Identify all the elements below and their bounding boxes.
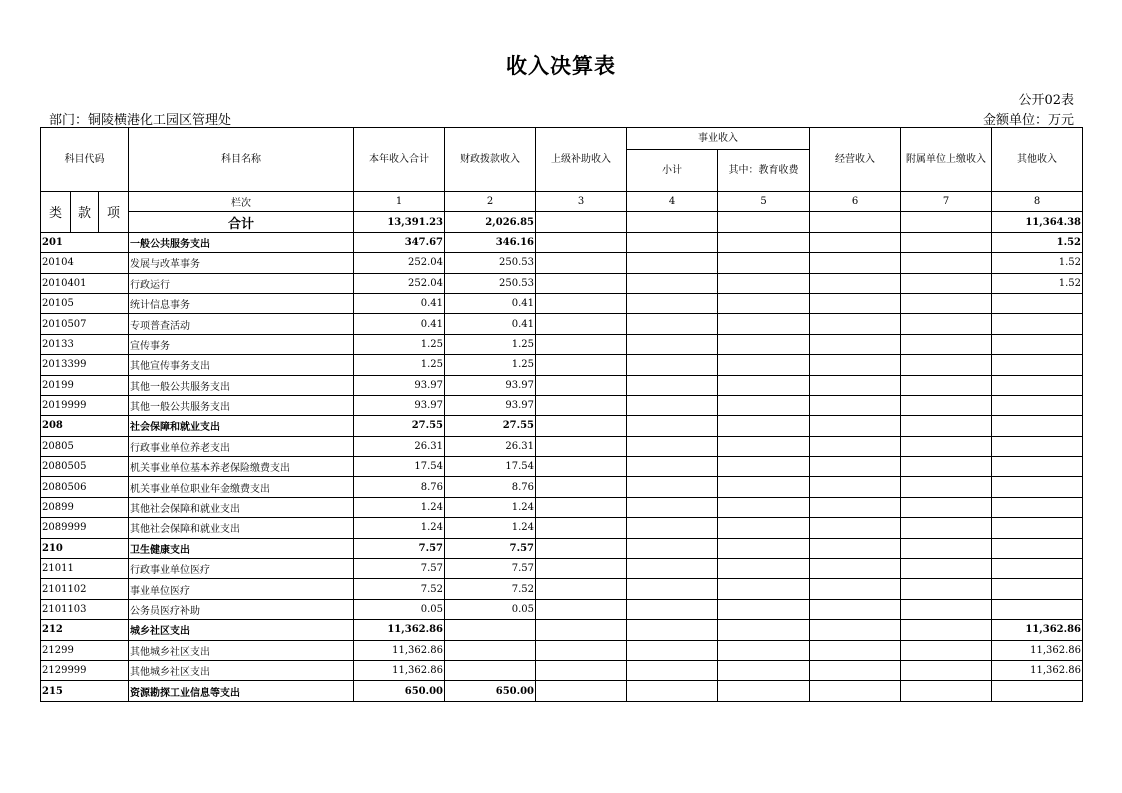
total-c8: 11,364.38 [992, 212, 1083, 232]
table-row [41, 232, 1083, 252]
row-c6 [810, 640, 901, 660]
table-row [41, 273, 1083, 293]
row-c8 [992, 681, 1083, 701]
row-c2: 93.97 [445, 375, 536, 395]
row-c4 [627, 497, 718, 517]
row-code: 20105 [41, 293, 129, 313]
table-row [41, 518, 1083, 538]
row-c7 [901, 518, 992, 538]
row-c6 [810, 293, 901, 313]
row-c8: 11,362.86 [992, 640, 1083, 660]
row-c5 [718, 640, 810, 660]
row-name: 行政事业单位医疗 [129, 559, 354, 579]
row-c7 [901, 579, 992, 599]
row-c1: 1.24 [354, 497, 445, 517]
row-c3 [536, 620, 627, 640]
table-row [41, 620, 1083, 640]
row-c5 [718, 579, 810, 599]
row-code: 2010507 [41, 314, 129, 334]
row-name: 其他宣传事务支出 [129, 355, 354, 375]
row-c8 [992, 395, 1083, 415]
row-name: 宣传事务 [129, 334, 354, 354]
department-label: 部门：铜陵横港化工园区管理处 [49, 113, 232, 128]
header-col8: 其他收入 [992, 128, 1083, 192]
row-c1: 93.97 [354, 375, 445, 395]
row-code: 215 [41, 681, 129, 701]
row-c7 [901, 660, 992, 680]
row-c4 [627, 355, 718, 375]
total-c4 [627, 212, 718, 232]
row-c5 [718, 681, 810, 701]
row-c2: 1.24 [445, 518, 536, 538]
table-row [41, 314, 1083, 334]
row-c1: 347.67 [354, 232, 445, 252]
row-c6 [810, 518, 901, 538]
row-c1: 26.31 [354, 436, 445, 456]
row-name: 其他城乡社区支出 [129, 660, 354, 680]
row-c3 [536, 416, 627, 436]
row-c4 [627, 314, 718, 334]
form-number: 公开02表 [1018, 93, 1074, 108]
row-c4 [627, 253, 718, 273]
row-c4 [627, 477, 718, 497]
table-row [41, 436, 1083, 456]
row-c8 [992, 334, 1083, 354]
row-c5 [718, 497, 810, 517]
amount-unit-label: 金额单位：万元 [982, 113, 1074, 128]
table-row [41, 477, 1083, 497]
row-c3 [536, 681, 627, 701]
row-name: 统计信息事务 [129, 293, 354, 313]
row-c2: 250.53 [445, 273, 536, 293]
row-c8: 1.52 [992, 253, 1083, 273]
row-c4 [627, 375, 718, 395]
row-name: 一般公共服务支出 [129, 232, 354, 252]
row-c7 [901, 273, 992, 293]
row-c2: 0.41 [445, 293, 536, 313]
row-name: 其他社会保障和就业支出 [129, 518, 354, 538]
header-kuan: 款 [71, 192, 99, 233]
row-c7 [901, 232, 992, 252]
row-c5 [718, 293, 810, 313]
row-c1: 17.54 [354, 457, 445, 477]
index-8: 8 [992, 192, 1083, 212]
row-c1: 252.04 [354, 253, 445, 273]
row-code: 2019999 [41, 395, 129, 415]
row-code: 20899 [41, 497, 129, 517]
header-lei: 类 [41, 192, 71, 233]
row-c7 [901, 599, 992, 619]
row-c5 [718, 253, 810, 273]
header-col2: 财政拨款收入 [445, 128, 536, 192]
index-6: 6 [810, 192, 901, 212]
row-code: 21011 [41, 559, 129, 579]
row-c6 [810, 559, 901, 579]
row-c8 [992, 375, 1083, 395]
row-code: 2013399 [41, 355, 129, 375]
row-c5 [718, 375, 810, 395]
row-code: 20199 [41, 375, 129, 395]
row-c2: 7.57 [445, 538, 536, 558]
row-c5 [718, 599, 810, 619]
row-c2: 1.24 [445, 497, 536, 517]
row-c8: 1.52 [992, 273, 1083, 293]
row-name: 城乡社区支出 [129, 620, 354, 640]
row-code: 212 [41, 620, 129, 640]
row-name: 专项普查活动 [129, 314, 354, 334]
row-c8 [992, 559, 1083, 579]
row-c8 [992, 457, 1083, 477]
row-c8 [992, 416, 1083, 436]
row-name: 事业单位医疗 [129, 579, 354, 599]
header-lanci: 栏次 [129, 192, 354, 212]
row-c6 [810, 457, 901, 477]
row-c3 [536, 232, 627, 252]
row-c4 [627, 559, 718, 579]
table-row [41, 559, 1083, 579]
row-c8 [992, 518, 1083, 538]
row-name: 机关事业单位基本养老保险缴费支出 [129, 457, 354, 477]
index-5: 5 [718, 192, 810, 212]
row-name: 其他社会保障和就业支出 [129, 497, 354, 517]
index-7: 7 [901, 192, 992, 212]
row-c7 [901, 640, 992, 660]
row-c3 [536, 599, 627, 619]
table-row [41, 599, 1083, 619]
row-c3 [536, 273, 627, 293]
row-c1: 8.76 [354, 477, 445, 497]
row-c7 [901, 395, 992, 415]
row-c4 [627, 579, 718, 599]
table-row [41, 416, 1083, 436]
row-code: 2101103 [41, 599, 129, 619]
row-c5 [718, 457, 810, 477]
row-name: 其他城乡社区支出 [129, 640, 354, 660]
row-c1: 11,362.86 [354, 620, 445, 640]
row-c3 [536, 293, 627, 313]
row-c8 [992, 538, 1083, 558]
row-name: 社会保障和就业支出 [129, 416, 354, 436]
row-c6 [810, 599, 901, 619]
row-c1: 27.55 [354, 416, 445, 436]
index-4: 4 [627, 192, 718, 212]
row-c4 [627, 660, 718, 680]
row-c8 [992, 477, 1083, 497]
row-c3 [536, 518, 627, 538]
row-code: 2101102 [41, 579, 129, 599]
row-c1: 0.41 [354, 293, 445, 313]
row-name: 其他一般公共服务支出 [129, 375, 354, 395]
row-c5 [718, 620, 810, 640]
row-c1: 93.97 [354, 395, 445, 415]
row-code: 21299 [41, 640, 129, 660]
row-c4 [627, 232, 718, 252]
row-c2: 93.97 [445, 395, 536, 415]
row-c4 [627, 640, 718, 660]
row-c3 [536, 497, 627, 517]
row-c2: 250.53 [445, 253, 536, 273]
header-col3: 上级补助收入 [536, 128, 627, 192]
row-c8 [992, 436, 1083, 456]
row-code: 2089999 [41, 518, 129, 538]
row-c8 [992, 497, 1083, 517]
row-c4 [627, 599, 718, 619]
table-row [41, 681, 1083, 701]
total-c7 [901, 212, 992, 232]
row-name: 发展与改革事务 [129, 253, 354, 273]
row-c7 [901, 620, 992, 640]
row-c2: 8.76 [445, 477, 536, 497]
row-code: 2010401 [41, 273, 129, 293]
row-c5 [718, 314, 810, 334]
row-c8: 11,362.86 [992, 660, 1083, 680]
header-xiang: 项 [99, 192, 129, 233]
total-row [41, 212, 1083, 232]
index-2: 2 [445, 192, 536, 212]
row-c3 [536, 640, 627, 660]
table-row [41, 579, 1083, 599]
header-col1: 本年收入合计 [354, 128, 445, 192]
row-c7 [901, 681, 992, 701]
row-code: 2080505 [41, 457, 129, 477]
row-c5 [718, 232, 810, 252]
row-c6 [810, 253, 901, 273]
row-c7 [901, 559, 992, 579]
row-c1: 1.25 [354, 334, 445, 354]
table-row [41, 334, 1083, 354]
row-c5 [718, 436, 810, 456]
total-c5 [718, 212, 810, 232]
row-c7 [901, 436, 992, 456]
row-c6 [810, 436, 901, 456]
row-c8 [992, 599, 1083, 619]
row-c6 [810, 681, 901, 701]
row-c2: 26.31 [445, 436, 536, 456]
row-c7 [901, 253, 992, 273]
row-name: 行政运行 [129, 273, 354, 293]
row-code: 2129999 [41, 660, 129, 680]
table-row [41, 253, 1083, 273]
row-c1: 1.24 [354, 518, 445, 538]
row-c3 [536, 538, 627, 558]
row-name: 其他一般公共服务支出 [129, 395, 354, 415]
row-c1: 7.57 [354, 559, 445, 579]
row-c4 [627, 538, 718, 558]
row-c6 [810, 416, 901, 436]
row-c2: 346.16 [445, 232, 536, 252]
index-1: 1 [354, 192, 445, 212]
row-code: 201 [41, 232, 129, 252]
row-c3 [536, 579, 627, 599]
row-name: 资源勘探工业信息等支出 [129, 681, 354, 701]
row-c4 [627, 681, 718, 701]
row-c3 [536, 477, 627, 497]
row-c7 [901, 334, 992, 354]
row-c6 [810, 538, 901, 558]
row-c2: 17.54 [445, 457, 536, 477]
row-c2: 27.55 [445, 416, 536, 436]
row-c4 [627, 436, 718, 456]
row-c2: 0.41 [445, 314, 536, 334]
row-c2 [445, 620, 536, 640]
row-name: 公务员医疗补助 [129, 599, 354, 619]
header-row-1 [41, 128, 1083, 150]
row-code: 208 [41, 416, 129, 436]
row-c5 [718, 538, 810, 558]
row-name: 行政事业单位养老支出 [129, 436, 354, 456]
row-c2: 650.00 [445, 681, 536, 701]
row-c2: 7.52 [445, 579, 536, 599]
table-row [41, 640, 1083, 660]
row-c1: 0.41 [354, 314, 445, 334]
row-name: 机关事业单位职业年金缴费支出 [129, 477, 354, 497]
row-c7 [901, 457, 992, 477]
table-row [41, 660, 1083, 680]
row-code: 210 [41, 538, 129, 558]
row-c7 [901, 314, 992, 334]
index-3: 3 [536, 192, 627, 212]
row-c6 [810, 620, 901, 640]
income-final-accounts-table [40, 127, 1083, 702]
row-c8: 1.52 [992, 232, 1083, 252]
row-code: 20133 [41, 334, 129, 354]
table-row [41, 497, 1083, 517]
row-c3 [536, 395, 627, 415]
row-c5 [718, 477, 810, 497]
row-c7 [901, 416, 992, 436]
table-row [41, 375, 1083, 395]
total-c6 [810, 212, 901, 232]
row-c3 [536, 436, 627, 456]
row-c6 [810, 375, 901, 395]
row-c1: 252.04 [354, 273, 445, 293]
row-c5 [718, 518, 810, 538]
page-title: 收入决算表 [506, 54, 616, 78]
row-c6 [810, 395, 901, 415]
row-c7 [901, 355, 992, 375]
column-index-row [41, 192, 1083, 212]
row-c4 [627, 334, 718, 354]
row-c3 [536, 314, 627, 334]
row-c6 [810, 355, 901, 375]
row-c7 [901, 477, 992, 497]
header-code: 科目代码 [41, 128, 129, 192]
table-row [41, 457, 1083, 477]
row-c6 [810, 334, 901, 354]
row-c4 [627, 416, 718, 436]
row-c8 [992, 293, 1083, 313]
row-c8 [992, 579, 1083, 599]
row-code: 2080506 [41, 477, 129, 497]
total-c1: 13,391.23 [354, 212, 445, 232]
row-c7 [901, 293, 992, 313]
table-row [41, 355, 1083, 375]
row-c1: 11,362.86 [354, 660, 445, 680]
row-c6 [810, 232, 901, 252]
header-name: 科目名称 [129, 128, 354, 192]
total-c3 [536, 212, 627, 232]
row-c5 [718, 395, 810, 415]
row-c2: 1.25 [445, 355, 536, 375]
row-c1: 650.00 [354, 681, 445, 701]
row-code: 20104 [41, 253, 129, 273]
row-c3 [536, 375, 627, 395]
row-c4 [627, 395, 718, 415]
row-name: 卫生健康支出 [129, 538, 354, 558]
row-c6 [810, 579, 901, 599]
row-c8: 11,362.86 [992, 620, 1083, 640]
row-c6 [810, 497, 901, 517]
total-label: 合计 [129, 212, 354, 232]
header-shiye: 事业收入 [627, 128, 810, 150]
row-c4 [627, 457, 718, 477]
total-c2: 2,026.85 [445, 212, 536, 232]
row-code: 20805 [41, 436, 129, 456]
row-c2 [445, 660, 536, 680]
row-c5 [718, 273, 810, 293]
row-c2: 0.05 [445, 599, 536, 619]
row-c1: 0.05 [354, 599, 445, 619]
row-c6 [810, 314, 901, 334]
row-c7 [901, 497, 992, 517]
row-c4 [627, 518, 718, 538]
row-c7 [901, 538, 992, 558]
row-c5 [718, 334, 810, 354]
row-c2 [445, 640, 536, 660]
row-c5 [718, 355, 810, 375]
row-c5 [718, 559, 810, 579]
row-c1: 7.52 [354, 579, 445, 599]
row-c4 [627, 620, 718, 640]
header-col5: 其中：教育收费 [718, 150, 810, 192]
row-c3 [536, 660, 627, 680]
row-c5 [718, 416, 810, 436]
row-c1: 7.57 [354, 538, 445, 558]
header-col7: 附属单位上缴收入 [901, 128, 992, 192]
row-c5 [718, 660, 810, 680]
row-c2: 1.25 [445, 334, 536, 354]
row-c8 [992, 314, 1083, 334]
row-c3 [536, 253, 627, 273]
row-c8 [992, 355, 1083, 375]
row-c6 [810, 477, 901, 497]
row-c6 [810, 660, 901, 680]
row-c3 [536, 334, 627, 354]
row-c1: 11,362.86 [354, 640, 445, 660]
row-c6 [810, 273, 901, 293]
table-row [41, 395, 1083, 415]
row-c4 [627, 273, 718, 293]
row-c4 [627, 293, 718, 313]
header-col4: 小计 [627, 150, 718, 192]
row-c3 [536, 457, 627, 477]
row-c3 [536, 355, 627, 375]
row-c1: 1.25 [354, 355, 445, 375]
row-c2: 7.57 [445, 559, 536, 579]
header-col6: 经营收入 [810, 128, 901, 192]
table-row [41, 538, 1083, 558]
table-row [41, 293, 1083, 313]
row-c7 [901, 375, 992, 395]
row-c3 [536, 559, 627, 579]
